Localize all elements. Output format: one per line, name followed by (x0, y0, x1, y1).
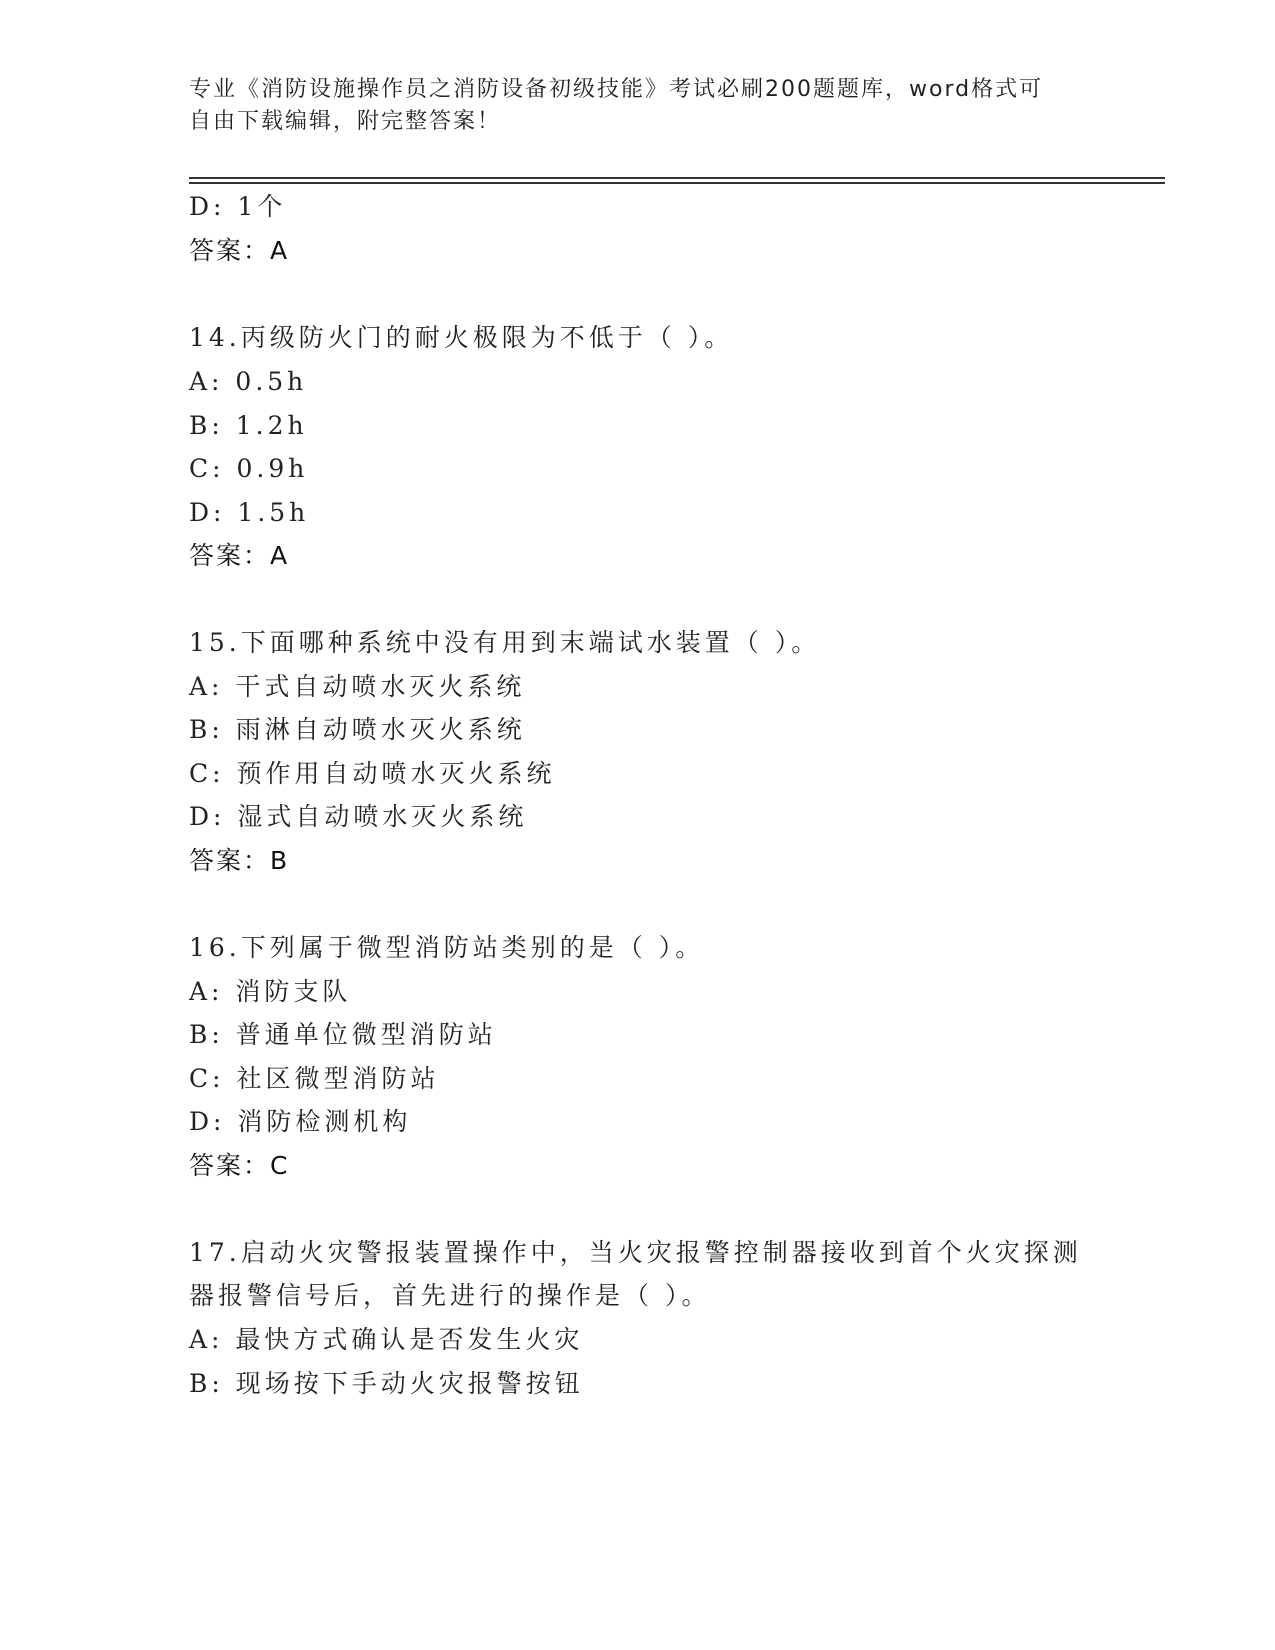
q17-option-b: B: 现场按下手动火灾报警按钮 (189, 1369, 584, 1398)
q13-option-d: D: 1个 (189, 192, 287, 221)
header-title-line-1: 专业《消防设施操作员之消防设备初级技能》考试必刷200题题库，word格式可 (189, 77, 1044, 102)
q15-option-c: C: 预作用自动喷水灭火系统 (189, 759, 556, 788)
q14-option-c: C: 0.9h (189, 454, 309, 483)
q14-option-a: A: 0.5h (189, 367, 308, 396)
q14-option-b: B: 1.2h (189, 411, 308, 440)
q14-question: 14.丙级防火门的耐火极限为不低于（ ）。 (189, 323, 734, 352)
q16-option-c: C: 社区微型消防站 (189, 1064, 440, 1093)
header-divider-top (189, 177, 1165, 179)
q16-option-a: A: 消防支队 (189, 977, 352, 1006)
q14-answer: 答案：A (189, 541, 290, 570)
q16-option-b: B: 普通单位微型消防站 (189, 1020, 497, 1049)
q15-question: 15.下面哪种系统中没有用到末端试水装置（ ）。 (189, 628, 821, 657)
q15-option-b: B: 雨淋自动喷水灭火系统 (189, 715, 526, 744)
q16-option-d: D: 消防检测机构 (189, 1107, 412, 1136)
q13-answer: 答案：A (189, 236, 290, 265)
q17-option-a: A: 最快方式确认是否发生火灾 (189, 1325, 584, 1354)
q17-question-line-2: 器报警信号后，首先进行的操作是（ ）。 (189, 1281, 711, 1310)
q16-answer: 答案：C (189, 1151, 290, 1180)
q15-option-a: A: 干式自动喷水灭火系统 (189, 672, 526, 701)
header-divider-bottom (189, 182, 1165, 184)
header-title-line-2: 自由下载编辑，附完整答案！ (189, 109, 502, 134)
q17-question-line-1: 17.启动火灾警报装置操作中，当火灾报警控制器接收到首个火灾探测 (189, 1238, 1082, 1267)
q14-option-d: D: 1.5h (189, 498, 310, 527)
q15-option-d: D: 湿式自动喷水灭火系统 (189, 802, 528, 831)
q15-answer: 答案：B (189, 846, 290, 875)
q16-question: 16.下列属于微型消防站类别的是（ ）。 (189, 933, 705, 962)
document-header (189, 74, 1069, 138)
